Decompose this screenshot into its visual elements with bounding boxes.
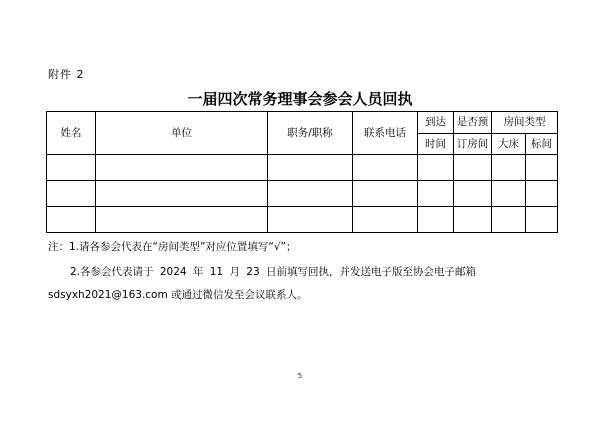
cell-position[interactable] xyxy=(268,207,353,233)
cell-standard-room[interactable] xyxy=(526,155,558,181)
header-row xyxy=(47,112,558,134)
cell-reserve[interactable] xyxy=(454,181,492,207)
cell-position[interactable] xyxy=(268,155,353,181)
header-king-bed: 大床 xyxy=(492,134,526,155)
cell-name[interactable] xyxy=(47,181,96,207)
cell-arrival[interactable] xyxy=(418,181,454,207)
cell-phone[interactable] xyxy=(353,181,418,207)
cell-phone[interactable] xyxy=(353,207,418,233)
cell-king-bed[interactable] xyxy=(492,181,526,207)
header-unit: 单位 xyxy=(96,112,268,155)
cell-phone[interactable] xyxy=(353,155,418,181)
cell-reserve[interactable] xyxy=(454,155,492,181)
page-number: 5 xyxy=(297,372,303,380)
cell-name[interactable] xyxy=(47,155,96,181)
cell-arrival[interactable] xyxy=(418,155,454,181)
header-phone: 联系电话 xyxy=(353,112,418,155)
header-room-type: 房间类型 xyxy=(492,112,558,134)
cell-standard-room[interactable] xyxy=(526,207,558,233)
attachment-label: 附件 2 xyxy=(48,68,85,81)
reply-form-table xyxy=(46,111,558,233)
header-arrival-line1: 到达 xyxy=(418,112,454,134)
cell-position[interactable] xyxy=(268,181,353,207)
cell-unit[interactable] xyxy=(96,155,268,181)
table-row xyxy=(47,207,558,233)
header-name: 姓名 xyxy=(47,112,96,155)
note-room-type: 注：1.请各参会代表在“房间类型”对应位置填写“√”； xyxy=(48,241,297,253)
cell-unit[interactable] xyxy=(96,181,268,207)
header-reserve-line2: 订房间 xyxy=(454,134,492,155)
note-email: sdsyxh2021@163.com 或通过微信发至会议联系人。 xyxy=(48,289,308,301)
cell-standard-room[interactable] xyxy=(526,181,558,207)
header-reserve-line1: 是否预 xyxy=(454,112,492,134)
cell-arrival[interactable] xyxy=(418,207,454,233)
cell-king-bed[interactable] xyxy=(492,155,526,181)
cell-reserve[interactable] xyxy=(454,207,492,233)
cell-king-bed[interactable] xyxy=(492,207,526,233)
cell-unit[interactable] xyxy=(96,207,268,233)
page-title: 一届四次常务理事会参会人员回执 xyxy=(187,90,413,108)
header-standard-room: 标间 xyxy=(526,134,558,155)
table-row xyxy=(47,181,558,207)
note-deadline: 2.各参会代表请于 2024 年 11 月 23 日前填写回执，并发送电子版至协会电子邮箱 xyxy=(70,266,476,278)
cell-name[interactable] xyxy=(47,207,96,233)
header-arrival-line2: 时间 xyxy=(418,134,454,155)
table-row xyxy=(47,155,558,181)
header-position: 职务/职称 xyxy=(268,112,353,155)
